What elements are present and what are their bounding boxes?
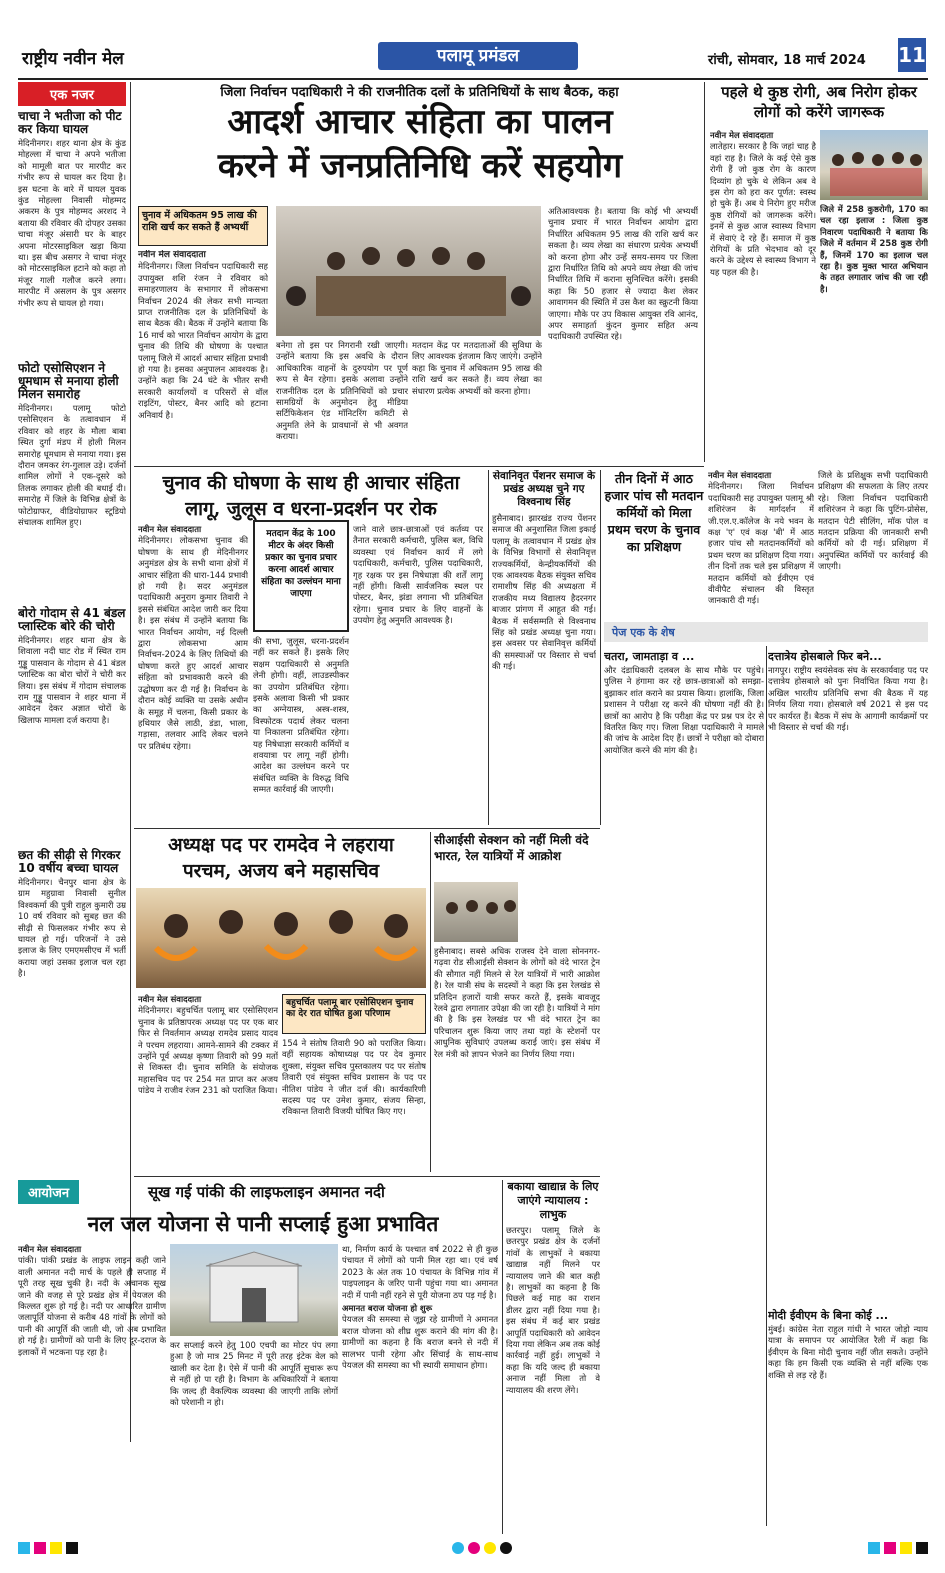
water-tank-photo xyxy=(170,1244,338,1336)
main-headline-line2: करने में जनप्रतिनिधि करें सहयोग xyxy=(217,146,623,186)
cic-body: हुसैनाबाद। सबसे अधिक राजस्व देने वाला सोननगर-गढ़वा रोड सीआईसी सेक्शन के लोगों को वंदे भारत ट्रेन की सौगात नहीं मिलने से रेल यात्रियों में भारी आक्रोश है। रेल यात्री संघ के सदस्यों ने कहा कि इस रेलखंड से प्रतिदिन हजारों यात्री सफर करते हैं, इसके बावजूद रेलवे द्वारा लगातार उपेक्षा की जा रही है। यात्रियों ने मांग की है कि इस रेलखंड पर भी वंदे भारत ट्रेन का परिचालन शुरू किया जाए तथा यहां के स्टेशनों पर आधुनिक सुविधाएं उपलब्ध कराई जाएं। इस संबंध में रेल मंत्री को ज्ञापन भेजने का निर्णय लिया गया। xyxy=(434,946,600,1059)
footer-color-strip xyxy=(18,1540,928,1556)
right-top-caption: जिले में 258 कुष्ठरोगी, 170 का चल रहा इलाज : जिला कुष्ठ निवारण पदाधिकारी ने बताया कि जिले में वर्तमान में 258 कुष्ठ रोगी हैं, जिनमें 170 का इलाज चल रहा है। कुष्ठ मुक्त भारत अभियान के तहत लगातार जांच की जा रही है। xyxy=(820,204,928,294)
advocate-headline-line1: अध्यक्ष पद पर रामदेव ने लहराया xyxy=(168,834,394,856)
advocate-col2: 154 ने संतोष तिवारी 90 को पराजित किया। वहीं सहायक कोषाध्यक्ष पद पर देव कुमार शुक्ला, संयुक्त सचिव पुस्तकालय पद पर संतोष तिवारी एवं संयुक्त सचिव प्रशासन के पद पर नीतिश पांडेय ने जीत दर्ज की। कार्यकारिणी सदस्य पद पर उमेश कुमार, संजय सिन्हा, रविकान्त तिवारी विजयी घोषित किए गए। xyxy=(282,1038,426,1117)
continuation-col2 xyxy=(768,646,928,1526)
water-col2: कर सप्लाई करने हेतु 100 एचपी का मोटर पंप लगा हुआ है जो मात्र 25 मिनट में पूरी तरह इंटेक वेल को खाली कर देता है। ऐसे में पानी की आपूर्ति सुचारू रूप से नहीं हो पा रही है। विभाग के अधिकारियों ने बताया कि जल्द ही वैकल्पिक व्यवस्था की जाएगी ताकि लोगों को परेशानी न हो। xyxy=(170,1340,338,1408)
training-headline: तीन दिनों में आठ हजार पांच सौ मतदान कर्मियों को मिला प्रथम चरण के चुनाव का प्रशिक्षण xyxy=(604,471,704,554)
right-top-headline: पहले थे कुष्ठ रोगी, अब निरोग होकर लोगों को करेंगे जागरूक xyxy=(721,83,917,121)
water-tank-illustration xyxy=(170,1244,338,1336)
left-item-head: छत की सीढ़ी से गिरकर 10 वर्षीय बच्चा घायल xyxy=(18,848,121,875)
water-subhead: अमानत बराज योजना हो शुरू xyxy=(342,1303,433,1314)
continuation-col1 xyxy=(604,646,764,1526)
second-headline xyxy=(136,470,486,522)
ek-nazar-tag: एक नजर xyxy=(18,82,126,106)
cic-photo xyxy=(434,882,518,942)
main-story-col4: अतिआवश्यक है। बताया कि कोई भी अभ्यर्थी चुनाव प्रचार में भारत निर्वाचन आयोग द्वारा निर्धारित अधिकतम 95 लाख की राशि खर्च कर सकता है। व्यय लेखा का संधारण प्रत्येक अभ्यर्थी को करना होगा और उन्हें समय-समय पर जिला द्वारा निर्धारित तिथि को अपने व्यय लेखा की जांच निर्धारित तिथि में कराना सुनिश्चित करेंगे। इसकी कहा कि 50 हजार से ज्यादा कैश लेकर आवागमन की स्थिति में उस कैश का स्क्रुटनी किया जाएगा। मौके पर उप विकास आयुक्त रवि आनंद, अपर समाहर्ता कुंदन कुमार सहित अन्य पदाधिकारी उपस्थित रहे। xyxy=(548,206,698,342)
leprosy-photo xyxy=(820,130,928,200)
continuation-head2: दत्तात्रेय होसबाले फिर बने... xyxy=(768,650,882,663)
water-col3 xyxy=(342,1244,498,1534)
left-item-body: मेदिनीनगर। शहर थाना क्षेत्र के कुंड मोहल्ला में चाचा ने अपने भतीजा को मामूली बात पर मारपीट कर गंभीर रूप से घायल कर दिया है। इस घटना के बारे में घायल युवक कुंड मोहल्ला निवासी मोहम्मद अकरम के पुत्र मोहम्मद अरशद ने बताया की रविवार की दोपहर उसका चाचा मंजूर अंसारी घर के बाहर अपना मोटरसाइकिल खड़ा किया था। इस बीच असगर ने चाचा मंजूर को मोटरसाइकिल हटाने को कहा तो मंजूर गाली गलौज करने लगा। मारपीट में असलम के पुत्र असगर गंभीर रूप से घायल हो गया। xyxy=(18,138,126,308)
continuation-tag: पेज एक के शेष xyxy=(612,626,675,639)
cic-photo-illustration xyxy=(434,882,518,942)
water-tag: आयोजन xyxy=(18,1180,79,1204)
ration-body: छतरपुर। पलामू जिले के छतरपुर प्रखंड क्षेत्र के दर्जनों गांवों के लाभुकों ने बकाया खाद्यान्न नहीं मिलने पर न्यायालय जाने की बात कही है। लाभुकों का कहना है कि पिछले कई माह का राशन डीलर द्वारा नहीं दिया गया है। इस संबंध में कई बार प्रखंड आपूर्ति पदाधिकारी को आवेदन दिया गया लेकिन अब तक कोई कार्रवाई नहीं हुई। लाभुकों ने कहा कि यदि जल्द ही बकाया अनाज नहीं मिला तो वे न्यायालय की शरण लेंगे। xyxy=(506,1225,600,1395)
water-body3: था, निर्माण कार्य के पश्चात वर्ष 2022 से ही कुछ पंचायत में लोगों को पानी मिल रहा था। एवं वर्ष 2023 के अंत तक 10 पंचायत के विभिन्न गांव में पाइपलाइन के जरिए पानी पहुंचा गया था। अमानत नदी में पानी नहीं रहने से पूरी योजना ठप पड़ गई है। xyxy=(342,1244,498,1300)
second-headline-line2: लागू, जुलूस व धरना-प्रदर्शन पर रोक xyxy=(185,498,437,520)
dateline: रांची, सोमवार, 18 मार्च 2024 xyxy=(708,53,866,68)
paper-name: राष्ट्रीय नवीन मेल xyxy=(22,49,124,69)
column-rule xyxy=(704,82,705,462)
training-body: मेदिनीनगर। जिला निर्वाचन पदाधिकारी सह उपायुक्त पलामू श्री शशिरंजन के मार्गदर्शन में जी.एल.ए.कॉलेज के नये भवन के कक्ष 'ए' एवं कक्ष 'बी' में आठ हजार पांच सौ मतदानकर्मियों को प्रथम चरण का प्रशिक्षण दिया गया। तीन दिनों तक चले इस प्रशिक्षण में मतदान कर्मियों को ईवीएम एवं वीवीपैट संचालन की विस्तृत जानकारी दी गई। xyxy=(708,481,814,606)
column-rule xyxy=(502,1180,503,1534)
advocate-caption-box xyxy=(282,994,426,1034)
section-rule xyxy=(134,466,704,467)
main-headline-line1: आदर्श आचार संहिता का पालन xyxy=(227,102,613,142)
advocate-body: मेदिनीनगर। बहुचर्चित पलामू बार एसोसिएशन चुनाव के प्रतिष्ठापरक अध्यक्ष पद पर एक बार फिर से निवर्तमान अध्यक्ष रामदेव प्रसाद यादव ने परचम लहराया। आमने-सामने की टक्कर में उन्होंने पूर्व अध्यक्ष कृष्णा तिवारी को 99 मतों से शिकस्त दी। चुनाव समिति के संयोजक महासचिव पद पर 254 मत प्राप्त कर अजय पांडेय ने राजीव रंजन 231 को पराजित किया। xyxy=(138,1005,278,1096)
water-body: पांकी। पांकी प्रखंड के लाइफ लाइन कही जाने वाली अमानत नदी मार्च के पहले ही सप्ताह में पूरी तरह सूख चुकी है। नदी के अचानक सूख जाने की वजह से पूरे प्रखंड क्षेत्र में पेयजल की किल्लत शुरू हो गई है। नदी पर आधारित ग्रामीण जलापूर्ति योजना से करीब 48 गांवों के लोगों को पानी की आपूर्ति की जाती थी, जो अब प्रभावित हो गई है। ग्रामीणों को पानी के लिए दूर-दराज के इलाकों में भटकना पड़ रहा है। xyxy=(18,1255,166,1357)
second-body: मेदिनीनगर। लोकसभा चुनाव की घोषणा के साथ ही मेदिनीनगर अनुमंडल क्षेत्र के सभी थाना क्षेत्रों में आचार संहिता की धारा-144 प्रभावी हो गयी है। सदर अनुमंडल पदाधिकारी अनुराग कुमार तिवारी ने इससे संबंधित आदेश जारी कर दिया है। इस संबंध में उन्होंने बताया कि भारत निर्वाचन आयोग, नई दिल्ली द्वारा लोकसभा आम निर्वाचन-2024 के लिए तिथियों की घोषणा करते हुए आदर्श आचार संहिता को प्रभावकारी करने की उद्घोषणा कर दी गई है। निर्वाचन के दौरान कोई व्यक्ति या उसके अधीन के समूह में चलना, किसी प्रकार के हथियार जैसे लाठी, डंडा, भाला, गड़ासा, तलवार आदि लेकर चलने पर प्रतिबंध रहेगा। xyxy=(138,535,248,751)
main-kicker: जिला निर्वाचन पदाधिकारी ने की राजनीतिक दलों के प्रतिनिधियों के साथ बैठक, कहा xyxy=(220,85,619,100)
second-boxed-quote xyxy=(253,520,349,632)
second-byline: नवीन मेल संवाददाता xyxy=(138,524,202,534)
advocates-photo-illustration xyxy=(136,888,426,988)
main-story-col2: बनेगा तो इस पर निगरानी रखी जाएगी। उन्होंने बताया कि इस अवधि के दौरान आधिकारिक वाहनों के दुरुपयोग पर पूर्ण रूप से बैन रहेगा। इसके अलावा उन्होंने राजनीतिक दल के प्रतिनिधियों को प्रचार सामग्रियों के अनुमोदन हेतु मीडिया सर्टिफिकेशन एंड मॉनिटरिंग कमिटी से अनुमति लेने के प्रावधानों से भी अवगत कराया। xyxy=(276,340,408,442)
continuation-body1: और दंडाधिकारी दलबल के साथ मौके पर पहुंचे। पुलिस ने हंगामा कर रहे छात्र-छात्राओं को समझा-बुझाकर शांत कराने का प्रयास किया। हालांकि, जिला प्रशासन ने परीक्षा रद्द करने की घोषणा नहीं की है। छात्रों का आरोप है कि परीक्षा केंद्र पर प्रश्न पत्र देर से वितरित किए गए। जिला शिक्षा पदाधिकारी ने मामले की जांच के आदेश दिए हैं। छात्रों ने परीक्षा को दोबारा आयोजित करने की मांग की है। xyxy=(604,665,764,755)
water-body4: पेयजल की समस्या से जूझ रहे ग्रामीणों ने अमानत बराज योजना को शीघ्र शुरू कराने की मांग की है। ग्रामीणों का कहना है कि बराज बनने से नदी में सालभर पानी रहेगा और सिंचाई के साथ-साथ पेयजल की समस्या का भी स्थायी समाधान होगा। xyxy=(342,1314,498,1371)
meeting-photo-illustration xyxy=(276,206,541,336)
left-item-body: मेदिनीनगर। शहर थाना क्षेत्र के शिवाला नदी घाट रोड में स्थित राम गुड्डू पासवान के गोदाम से 41 बंडल प्लास्टिक का बोरा चोरों ने चोरी कर लिया। इस संबंध में गोदाम संचालक राम गुड्डू पासवान ने शहर थाना में आवेदन देकर अज्ञात चोरों के खिलाफ मामला दर्ज कराया है। xyxy=(18,635,126,725)
advocate-byline: नवीन मेल संवाददाता xyxy=(138,994,202,1004)
page-number: 11 xyxy=(898,38,926,72)
continuation-head3: मोदी ईवीएम के बिना कोई ... xyxy=(768,1309,889,1322)
pensioner-headline: सेवानिवृत पेंशनर समाज के प्रखंड अध्यक्ष चुने गए विश्वनाथ सिंह xyxy=(492,470,596,508)
right-top-story xyxy=(710,82,928,462)
leprosy-photo-illustration xyxy=(820,130,928,200)
section-tag: पलामू प्रमंडल xyxy=(378,42,578,70)
main-headline xyxy=(140,100,700,188)
right-top-byline: नवीन मेल संवाददाता xyxy=(710,130,774,140)
training-story xyxy=(604,470,928,620)
second-headline-line1: चुनाव की घोषणा के साथ ही आचार संहिता xyxy=(162,472,460,494)
meeting-photo xyxy=(276,206,541,336)
advocate-col1 xyxy=(138,994,278,1174)
cic-headline: सीआईसी सेक्शन को नहीं मिली वंदे भारत, रेल यात्रियों में आक्रोश xyxy=(434,833,589,863)
left-item-head: फोटो एसोसिएशन ने धूमधाम से मनाया होली मिलन समारोह xyxy=(18,361,119,401)
cic-story xyxy=(434,832,600,1172)
left-item-body: मेदिनीनगर। पलामू फोटो एसोसिएशन के तत्वावधान में रविवार को शहर के मौला बाबा स्थित दुर्गा मंडप में होली मिलन समारोह धूमधाम से मनाया गया। इस दौरान जमकर रंग-गुलाल उड़े। दर्जनों शामिल लोगों ने एक-दूसरे को तिलक लगाकर होली की बधाई दी। समारोह में जिले के विभिन्न क्षेत्रों के फोटोग्राफर, वीडियोग्राफर स्टूडियो संचालक शामिल हुए। xyxy=(18,403,126,528)
column-rule xyxy=(430,832,431,1172)
masthead xyxy=(18,38,928,80)
continuation-body2: नागपुर। राष्ट्रीय स्वयंसेवक संघ के सरकार्यवाह पद पर दत्तात्रेय होसबाले को पुनः निर्वाचित किया गया है। अखिल भारतीय प्रतिनिधि सभा की बैठक में यह निर्णय लिया गया। होसबाले वर्ष 2021 से इस पद पर कार्यरत हैं। बैठक में संघ के आगामी कार्यक्रमों पर भी विस्तार से चर्चा की गई। xyxy=(768,665,928,733)
main-sidebar-text: चुनाव में अधिकतम 95 लाख की राशि खर्च कर सकते हैं अभ्यर्थी xyxy=(142,210,257,233)
water-kicker: सूख गई पांकी की लाइफलाइन अमानत नदी xyxy=(148,1183,385,1201)
main-story-col3: मतदान केंद्र पर मतदाताओं की सुविधा के लिए आवश्यक इंतजाम किए जाएंगे। उन्होंने कहा कि चुनाव में अधिकतम 95 लाख की राशि खर्च कर सकते हैं। व्यय लेखा का संधारण प्रत्येक अभ्यर्थी को करना होगा। xyxy=(412,340,542,396)
right-top-col1 xyxy=(710,130,816,460)
water-byline: नवीन मेल संवाददाता xyxy=(18,1244,82,1254)
second-col3: जाने वाले छात्र-छात्राओं एवं कर्तव्य पर तैनात सरकारी कर्मचारी, पुलिस बल, विधि व्यवस्था एवं निर्वाचन कार्य में लगे पदाधिकारी, कर्मचारी, पुलिस पदाधिकारी, गृह रक्षक पर इस निषेधाज्ञा की शर्तें लागू नहीं होंगी। किसी सार्वजनिक स्थल पर पोस्टर, बैनर, झंडा लगाना भी प्रतिबंधित रहेगा। चुनाव प्रचार के लिए वाहनों के उपयोग हेतु अनुमति आवश्यक है। xyxy=(353,524,483,626)
continuation-head1: चतरा, जामताड़ा व ... xyxy=(604,650,695,663)
continuation-tag-wrap xyxy=(604,622,928,642)
section-rule xyxy=(134,828,600,829)
water-tag-row xyxy=(18,1180,498,1206)
training-byline: नवीन मेल संवाददाता xyxy=(708,470,772,480)
continuation-body3: मुंबई। कांग्रेस नेता राहुल गांधी ने भारत जोड़ो न्याय यात्रा के समापन पर आयोजित रैली में कहा कि ईवीएम के बिना मोदी चुनाव नहीं जीत सकते। उन्होंने कहा कि हम किसी एक व्यक्ति से नहीं बल्कि एक शक्ति से लड़ रहे हैं। xyxy=(768,1324,928,1380)
training-col1 xyxy=(708,470,814,620)
water-headline: नल जल योजना से पानी सप्लाई हुआ प्रभावित xyxy=(87,1211,439,1236)
ration-story xyxy=(506,1180,600,1534)
ration-headline: बकाया खाद्यान्न के लिए जाएंगे न्यायालय : लाभुक xyxy=(507,1180,599,1221)
main-story-col1 xyxy=(138,250,268,465)
left-item-head: बोरो गोदाम से 41 बंडल प्लास्टिक बोरे की चोरी xyxy=(18,606,126,633)
column-rule xyxy=(130,82,131,1442)
right-top-body: लातेहार। सरकार है कि जहां चाह है वहां राह है। जिले के कई ऐसे कुष्ठ रोगी हैं जो कुष्ठ रोग के कारण दिव्यांग हो चुके थे लेकिन अब वे इस रोग को हरा कर पूर्णत: स्वस्थ हो चुके हैं। अब ये निरोग हुए मरीज कुष्ठ रोगियों को जागरूक करेंगे। इनमें से कुछ आज स्वास्थ्य विभाग में सेवाएं दे रहे हैं। समाज में कुष्ठ रोगियों के प्रति भेदभाव को दूर करने के उद्देश्य से स्वास्थ्य विभाग ने यह पहल की है। xyxy=(710,141,816,277)
main-byline: नवीन मेल संवाददाता xyxy=(138,250,206,260)
left-item-body: मेदिनीनगर। चैनपुर थाना क्षेत्र के ग्राम महुग्रावा निवासी सुनील विश्वकर्मा की पुत्री राहुल कुमारी उम्र 10 वर्ष रविवार को सुबह छत की सीढ़ी से फिसलकर गंभीर रूप से घायल हो गई। परिजनों ने उसे इलाज के लिए एमएमसीएच में भर्ती कराया जहां उसका इलाज चल रहा है। xyxy=(18,877,126,979)
column-rule xyxy=(766,646,767,1526)
column-rule xyxy=(600,470,601,825)
water-col1 xyxy=(18,1244,166,1534)
column-rule xyxy=(488,470,489,825)
advocate-headline-line2: परचम, अजय बने महासचिव xyxy=(182,860,380,882)
left-item-head: चाचा ने भतीजा को पीट कर किया घायल xyxy=(18,109,122,136)
training-col2: जिले के प्रशिक्षुक सभी पदाधिकारी प्रशिक्षण की सफलता के लिए तत्पर रहे। जिला निर्वाचन पदाधिकारी शशिरंजन ने कहा कि पुटिंग-प्रोसेस, मतदान पेटी सीलिंग, मॉक पोल व मतदान प्रक्रिया की जानकारी सभी कर्मियों को दी गई। प्रशिक्षण में अनुपस्थित कर्मियों पर कार्रवाई की जाएगी। xyxy=(818,470,928,572)
advocate-caption-text: बहुचर्चित पलामू बार एसोसिएशन चुनाव का देर रात घोषित हुआ परिणाम xyxy=(286,998,414,1019)
footer-strip-graphic xyxy=(18,1540,928,1556)
advocates-photo xyxy=(136,888,426,988)
advocate-headline xyxy=(136,832,426,884)
second-col1 xyxy=(138,524,248,824)
pensioner-body: हुसैनाबाद। झारखंड राज्य पेंशनर समाज की अनुशासित जिला इकाई पलामू के तत्वावधान में प्रखंड क्षेत्र के विभिन्न विभागों से सेवानिवृत्त राज्यकर्मियों, केन्द्रीयकर्मियों की एक आवश्यक बैठक संयुक्त सचिव रामाशीष सिंह की अध्यक्षता में राजकीय मध्य विद्यालय हैदरनगर बाजार प्रांगण में आहूत की गई। बैठक में सर्वसम्मति से विश्वनाथ सिंह को प्रखंड अध्यक्ष चुना गया। इस अवसर पर सेवानिवृत्त कर्मियों की समस्याओं पर विस्तार से चर्चा की गई। xyxy=(492,513,596,672)
pensioner-story xyxy=(492,470,596,825)
second-boxed-text: मतदान केंद्र के 100 मीटर के अंदर किसी प्रकार का चुनाव प्रचार करना आदर्श आचार संहिता का उल्लंघन माना जाएगा xyxy=(261,529,341,599)
main-body-a: मेदिनीनगर। जिला निर्वाचन पदाधिकारी सह उपायुक्त शशि रंजन ने रविवार को समाहरणालय के सभागार में लोकसभा निर्वाचन 2024 की लेकर सभी मान्यता प्राप्त राजनीतिक दल के प्रतिनिधियों के साथ बैठक की। बैठक में उन्होंने बताया कि 16 मार्च को भारत निर्वाचन आयोग के द्वारा चुनाव की तिथि की घोषणा के पश्चात पलामू जिले में आदर्श आचार संहिता प्रभावी हो गया है। इसका अनुपालन आवश्यक है। उन्होंने कहा कि 24 घंटे के भीतर सभी सरकारी कार्यालयों व परिसरों से वॉल राइटिंग, पोस्टर, बैनर आदि को हटाना अनिवार्य है। xyxy=(138,261,268,420)
section-rule xyxy=(134,1176,600,1177)
main-sidebar-box xyxy=(138,206,268,246)
second-col2: की सभा, जुलूस, धरना-प्रदर्शन नहीं कर सकते हैं। इसके लिए सक्षम पदाधिकारी से अनुमति लेनी होगी। वहीं, लाउडस्पीकर का उपयोग प्रतिबंधित रहेगा। इसके अलावा किसी भी प्रकार का अग्नेयास्त्र, अस्त्र-शस्त्र, विस्फोटक पदार्थ लेकर चलना या निकालना प्रतिबंधित रहेगा। यह निषेधाज्ञा सरकारी कर्मियों व शवयात्रा पर लागू नहीं होगी। आदेश का उल्लंघन करने पर संबंधित व्यक्ति के विरुद्ध विधि सम्मत कार्रवाई की जाएगी। xyxy=(253,636,349,795)
